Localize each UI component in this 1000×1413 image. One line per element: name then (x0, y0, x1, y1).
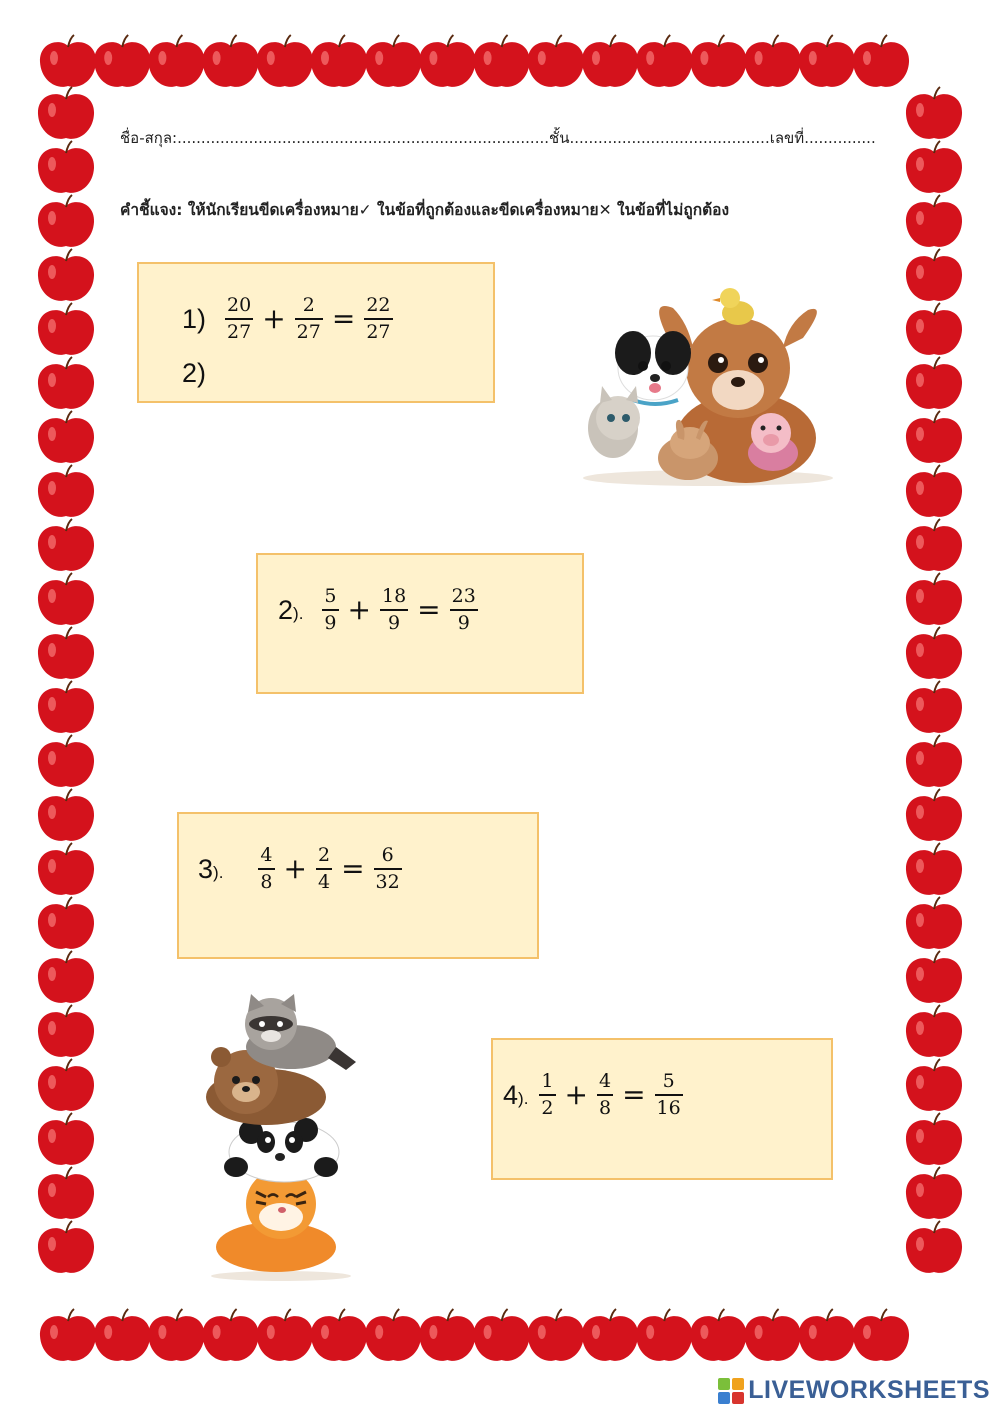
apple-icon (906, 1167, 962, 1219)
apple-icon (203, 1309, 259, 1361)
apple-icon (38, 1221, 94, 1273)
class-field[interactable]: .......................................... (569, 129, 770, 147)
class-label: ชั้น (549, 129, 570, 147)
liveworksheets-footer[interactable] (718, 1376, 990, 1405)
instruction-prefix: คำชี้แจง: (120, 201, 183, 219)
fraction-result: $\frac{5}{16}$ (656, 1070, 681, 1119)
problem-number: 2). (278, 594, 304, 625)
problem-number-extra: 2) (182, 358, 207, 388)
fraction-b: $\frac{18}{9}$ (381, 585, 407, 634)
apple-icon (365, 1309, 421, 1361)
apple-icon (38, 87, 94, 139)
apple-icon (38, 1167, 94, 1219)
apple-icon (906, 843, 962, 895)
apple-icon (906, 1059, 962, 1111)
apple-icon (906, 789, 962, 841)
equation-1 (182, 296, 398, 342)
apple-icon (906, 357, 962, 409)
equals-sign: = (331, 302, 356, 335)
equation-4 (503, 1072, 688, 1118)
number-field[interactable]: ............... (804, 129, 876, 147)
apple-icon (148, 35, 204, 87)
apple-icon (528, 1309, 584, 1361)
apple-icon (906, 249, 962, 301)
apple-icon (38, 789, 94, 841)
apple-icon (582, 35, 638, 87)
apple-icon (906, 1221, 962, 1273)
apple-icon (853, 35, 909, 87)
apple-icon (906, 1113, 962, 1165)
cross-mark-icon: ✕ (598, 201, 612, 219)
apple-icon (906, 519, 962, 571)
apple-icon (40, 35, 96, 87)
plus-sign: + (564, 1078, 588, 1111)
apple-icon (38, 303, 94, 355)
apple-icon (38, 465, 94, 517)
apple-icon (257, 1309, 313, 1361)
stacked-animals-illustration (196, 992, 366, 1282)
plus-sign: + (347, 593, 371, 626)
apple-icon (906, 951, 962, 1003)
apple-icon (799, 1309, 855, 1361)
apple-icon (38, 195, 94, 247)
instruction-text-a: ให้นักเรียนขีดเครื่องหมาย (182, 201, 359, 219)
apple-icon (257, 35, 313, 87)
apple-icon (40, 1309, 96, 1361)
brand-name: LIVEWORKSHEETS (748, 1376, 990, 1404)
apple-icon (690, 35, 746, 87)
apple-icon (745, 35, 801, 87)
apple-icon (636, 35, 692, 87)
apple-icon (38, 357, 94, 409)
apple-icon (38, 843, 94, 895)
number-label: เลขที่ (769, 129, 805, 147)
apple-icon (906, 195, 962, 247)
apple-icon (419, 1309, 475, 1361)
instruction-text-b: ในข้อที่ถูกต้องและขีดเครื่องหมาย (371, 201, 599, 219)
apple-icon (38, 951, 94, 1003)
apple-icon (94, 35, 150, 87)
equals-sign: = (622, 1078, 646, 1111)
apple-icon (799, 35, 855, 87)
equals-sign: = (417, 593, 441, 626)
apple-icon (148, 1309, 204, 1361)
apple-icon (419, 35, 475, 87)
apple-icon (474, 35, 530, 87)
instruction-text-c: ในข้อที่ไม่ถูกต้อง (611, 201, 730, 219)
apple-icon (38, 897, 94, 949)
student-info-line (120, 126, 876, 150)
apple-icon (906, 1005, 962, 1057)
apple-icon (690, 1309, 746, 1361)
apple-icon (38, 1113, 94, 1165)
apple-icon (906, 87, 962, 139)
apple-icon (38, 141, 94, 193)
apple-icon (906, 465, 962, 517)
plus-sign: + (283, 852, 307, 885)
name-field[interactable]: .............................................................................. (177, 129, 550, 147)
fraction-b: $\frac{4}{8}$ (598, 1070, 612, 1119)
animal-friends-illustration (578, 278, 840, 488)
fraction-a: $\frac{1}{2}$ (541, 1070, 554, 1119)
instruction-line (120, 197, 729, 222)
apple-icon (38, 627, 94, 679)
apple-icon (906, 897, 962, 949)
apple-icon (38, 411, 94, 463)
apple-icon (38, 735, 94, 787)
check-mark-icon: ✓ (358, 201, 372, 219)
problem-number: 3). (198, 853, 224, 884)
apple-icon (906, 573, 962, 625)
problem-number: 1) (182, 303, 207, 334)
apple-icon (94, 1309, 150, 1361)
apple-icon (311, 35, 367, 87)
apple-icon (38, 573, 94, 625)
name-label: ชื่อ-สกุล: (120, 129, 178, 147)
fraction-a: $\frac{4}{8}$ (260, 844, 273, 893)
fraction-result: $\frac{22}{27}$ (366, 294, 391, 343)
fraction-a: $\frac{5}{9}$ (324, 585, 337, 634)
apple-icon (38, 1005, 94, 1057)
apple-icon (906, 411, 962, 463)
apple-icon (745, 1309, 801, 1361)
apple-icon (38, 1059, 94, 1111)
apple-icon (906, 681, 962, 733)
apple-icon (906, 303, 962, 355)
apple-icon (311, 1309, 367, 1361)
fraction-b: $\frac{2}{4}$ (317, 844, 331, 893)
liveworksheets-logo-icon (718, 1378, 744, 1404)
equation-3 (198, 846, 407, 892)
fraction-a: $\frac{20}{27}$ (227, 294, 252, 343)
equation-2 (278, 587, 483, 633)
apple-icon (906, 735, 962, 787)
equals-sign: = (341, 852, 365, 885)
apple-icon (38, 519, 94, 571)
apple-icon (853, 1309, 909, 1361)
apple-icon (38, 681, 94, 733)
fraction-result: $\frac{23}{9}$ (451, 585, 476, 634)
apple-icon (636, 1309, 692, 1361)
apple-icon (203, 35, 259, 87)
apple-icon (528, 35, 584, 87)
apple-icon (582, 1309, 638, 1361)
problem-number: 4). (503, 1079, 529, 1110)
apple-icon (906, 627, 962, 679)
apple-icon (38, 249, 94, 301)
apple-icon (474, 1309, 530, 1361)
fraction-result: $\frac{6}{32}$ (375, 844, 400, 893)
apple-icon (365, 35, 421, 87)
plus-sign: + (262, 302, 286, 335)
fraction-b: $\frac{2}{27}$ (296, 294, 321, 343)
apple-icon (906, 141, 962, 193)
